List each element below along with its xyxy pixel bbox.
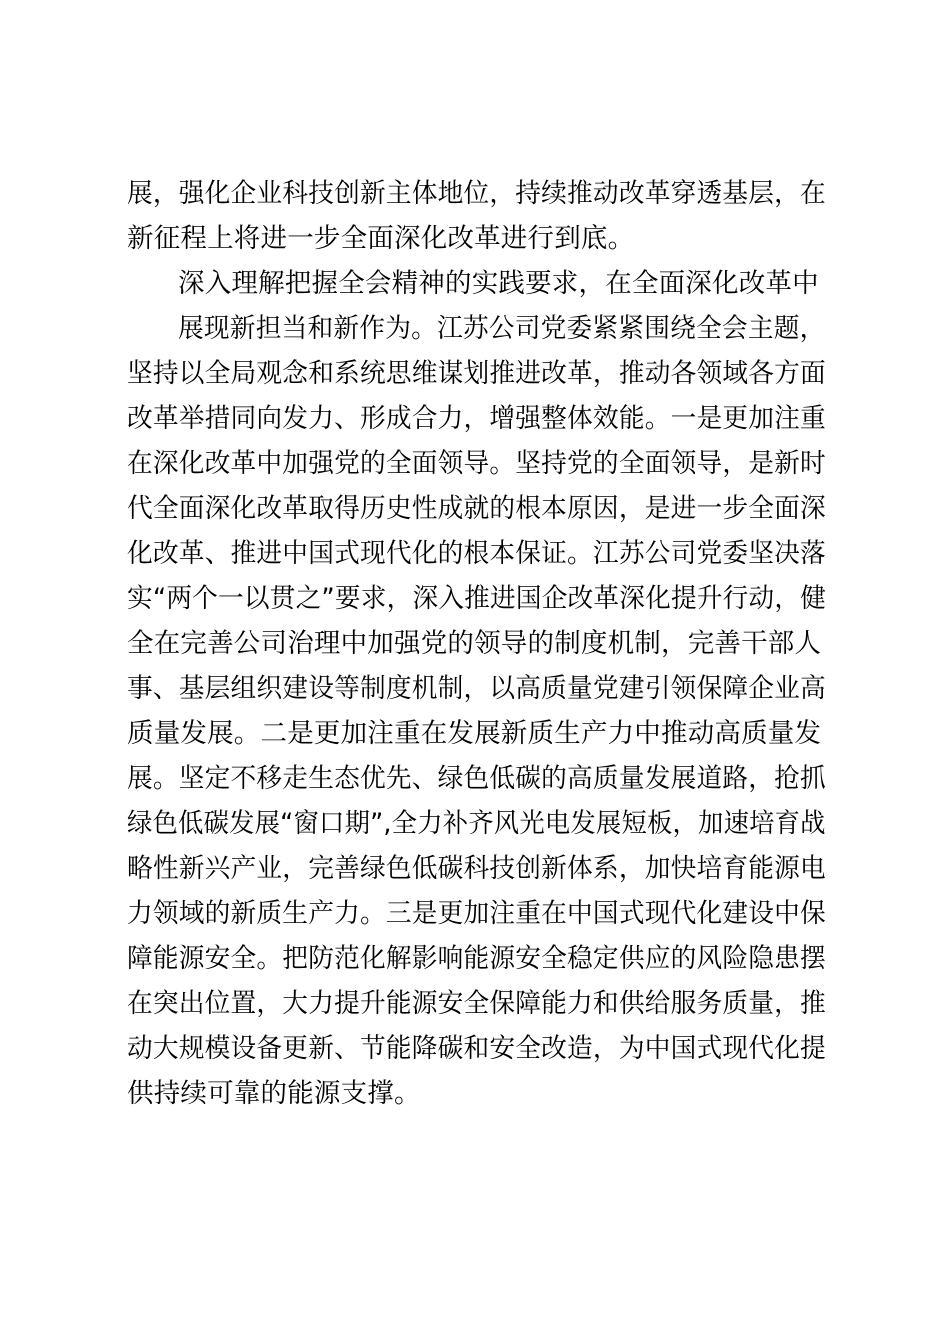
text-line: 代全面深化改革取得历史性成就的根本原因，是进一步全面深 — [127, 493, 826, 524]
text-line: 在突出位置，大力提升能源安全保障能力和供给服务质量，推 — [127, 988, 826, 1019]
text-line: 障能源安全。把防范化解影响能源安全稳定供应的风险隐患摆 — [127, 943, 826, 974]
text-line: 质量发展。二是更加注重在发展新质生产力中推动高质量发 — [127, 718, 822, 749]
text-line: 供持续可靠的能源支撑。 — [127, 1078, 421, 1109]
text-line: 力领域的新质生产力。三是更加注重在中国式现代化建设中保 — [127, 898, 826, 929]
paragraph-first-line: 深入理解把握全会精神的实践要求，在全面深化改革中 — [178, 268, 819, 299]
text-line: 展，强化企业科技创新主体地位，持续推动改革穿透基层，在 — [127, 178, 826, 209]
text-line: 事、基层组织建设等制度机制，以高质量党建引领保障企业高 — [127, 673, 826, 704]
text-line: 在深化改革中加强党的全面领导。坚持党的全面领导，是新时 — [127, 448, 826, 479]
text-line: 绿色低碳发展“窗口期”,全力补齐风光电发展短板，加速培育战 — [127, 808, 826, 839]
text-line: 略性新兴产业，完善绿色低碳科技创新体系，加快培育能源电 — [127, 853, 826, 884]
text-line: 坚持以全局观念和系统思维谋划推进改革，推动各领域各方面 — [127, 358, 826, 389]
text-line: 改革举措同向发力、形成合力，增强整体效能。一是更加注重 — [127, 403, 826, 434]
text-line: 展。坚定不移走生态优先、绿色低碳的高质量发展道路，抢抓 — [127, 763, 826, 794]
text-line: 化改革、推进中国式现代化的根本保证。江苏公司党委坚决落 — [127, 538, 826, 569]
text-line: 动大规模设备更新、节能降碳和安全改造，为中国式现代化提 — [127, 1033, 826, 1064]
text-line: 展现新担当和新作为。江苏公司党委紧紧围绕全会主题， — [178, 313, 826, 344]
text-line: 新征程上将进一步全面深化改革进行到底。 — [127, 223, 635, 254]
text-line: 全在完善公司治理中加强党的领导的制度机制，完善干部人 — [127, 628, 822, 659]
text-line: 实“两个一以贯之”要求，深入推进国企改革深化提升行动，健 — [127, 583, 827, 614]
